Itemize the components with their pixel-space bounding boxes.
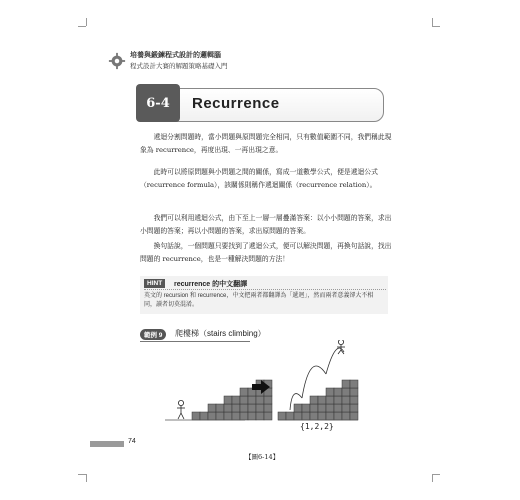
stair-block — [216, 404, 224, 412]
stair-block — [342, 404, 350, 412]
stair-block — [208, 412, 216, 420]
crop-mark — [432, 474, 433, 482]
jump-sequence: {1,2,2} — [300, 422, 334, 431]
stair-block — [240, 412, 248, 420]
stair-block — [256, 412, 264, 420]
stair-block — [350, 404, 358, 412]
crop-mark — [86, 18, 87, 26]
stair-block — [294, 404, 302, 412]
stair-block — [334, 412, 342, 420]
stair-block — [248, 412, 256, 420]
stair-block — [240, 396, 248, 404]
stair-block — [334, 396, 342, 404]
stair-block — [264, 404, 272, 412]
stair-block — [318, 396, 326, 404]
crop-mark — [432, 474, 440, 475]
stair-block — [264, 396, 272, 404]
hint-label: HINT — [144, 279, 165, 288]
stair-block — [256, 404, 264, 412]
hint-body: 英文的 recursion 和 recurrence，中文把兩者都翻譯為「遞迴」，然而兩者意義卻大不相同，讀者切莫混淆。 — [144, 293, 374, 308]
section-number: 6-4 — [136, 84, 180, 122]
stair-block — [334, 388, 342, 396]
stair-block — [294, 412, 302, 420]
stair-block — [192, 412, 200, 420]
stair-block — [334, 404, 342, 412]
crop-mark — [78, 26, 86, 27]
stair-block — [342, 380, 350, 388]
body-paragraph: 遞迴分割問題時，當小問題與原問題完全相同，只有數值範圍不同，我們稱此現象為 recurrence，再度出現、一再出現之意。 — [140, 133, 392, 154]
right-staircase — [278, 380, 358, 420]
stair-block — [310, 412, 318, 420]
stair-block — [248, 404, 256, 412]
section-title: Recurrence — [192, 95, 280, 112]
stair-block — [302, 412, 310, 420]
stair-block — [326, 412, 334, 420]
stair-block — [224, 404, 232, 412]
stair-block — [310, 404, 318, 412]
figure-reference: 【圖6-14】 — [245, 453, 280, 461]
page-number: 74 — [128, 438, 136, 445]
stick-figure-left — [177, 400, 185, 419]
stair-block — [350, 396, 358, 404]
stair-block — [302, 404, 310, 412]
stair-block — [224, 396, 232, 404]
book-title: 培養與鍛鍊程式設計的邏輯腦 — [130, 51, 221, 59]
stair-block — [240, 388, 248, 396]
body-paragraph: 換句話說，一個問題只要找到了遞迴公式，便可以解決問題，再換句話說，找出問題的 recurrence，也是一種解決問題的方法！ — [140, 242, 392, 263]
crop-mark — [432, 18, 433, 26]
stair-block — [326, 404, 334, 412]
stair-block — [216, 412, 224, 420]
divider — [144, 289, 386, 290]
stair-block — [256, 396, 264, 404]
stair-block — [318, 412, 326, 420]
body-paragraph: 此時可以將原問題與小問題之間的關係，寫成一道數學公式，便是遞迴公式（recurrence formula），該關係則稱作遞迴關係（recurrence relation）。 — [140, 168, 378, 189]
crop-mark — [432, 26, 440, 27]
stair-block — [240, 404, 248, 412]
stair-block — [350, 380, 358, 388]
book-subtitle: 程式設計大賽的解題策略基礎入門 — [130, 62, 228, 70]
gear-icon — [108, 52, 126, 70]
stair-block — [342, 396, 350, 404]
stair-block — [232, 396, 240, 404]
stair-block — [200, 412, 208, 420]
stair-block — [224, 412, 232, 420]
stair-block — [278, 412, 286, 420]
example-badge: 範例 9 — [140, 329, 166, 340]
stair-block — [350, 388, 358, 396]
hint-title: recurrence 的中文翻譯 — [174, 281, 248, 288]
stair-block — [264, 412, 272, 420]
stair-block — [350, 412, 358, 420]
hint-box — [140, 276, 388, 314]
stair-block — [208, 404, 216, 412]
stair-block — [326, 396, 334, 404]
stair-block — [232, 404, 240, 412]
example-title: 爬樓梯（stairs climbing） — [175, 329, 266, 338]
stair-block — [248, 396, 256, 404]
stair-block — [232, 412, 240, 420]
crop-mark — [86, 474, 87, 482]
crop-mark — [78, 474, 86, 475]
stair-block — [342, 412, 350, 420]
stair-block — [318, 404, 326, 412]
stair-block — [286, 412, 294, 420]
footer-bar — [90, 441, 124, 447]
body-paragraph: 我們可以利用遞迴公式，由下至上一層一層疊滿答案：以小小問題的答案，求出小問題的答案；再以小問題的答案，求出原問題的答案。 — [140, 214, 392, 235]
stair-block — [326, 388, 334, 396]
stair-block — [310, 396, 318, 404]
stair-block — [342, 388, 350, 396]
